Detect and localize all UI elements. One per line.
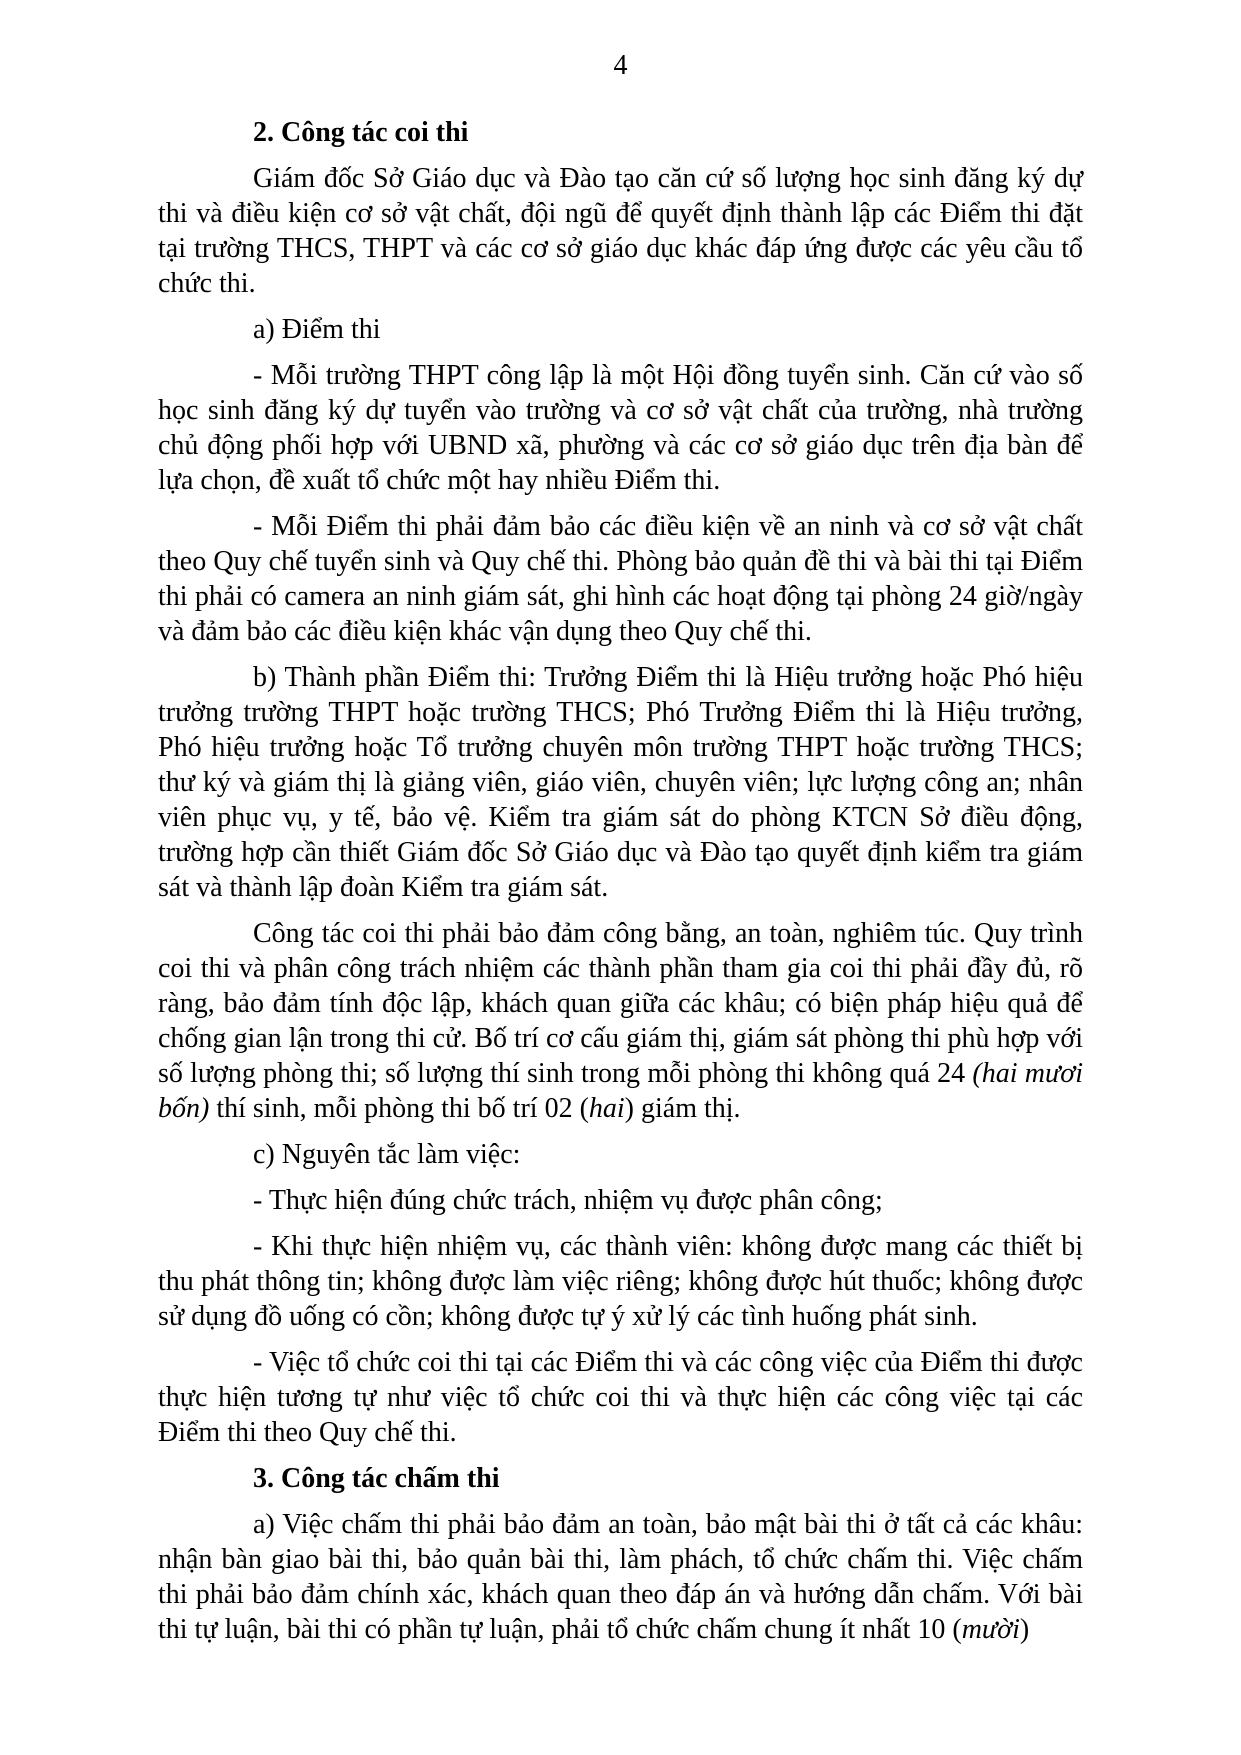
text-run: - Khi thực hiện nhiệm vụ, các thành viên: không được mang các thiết bị thu phát thông tin; không được làm việc riêng; không được hút thuốc; không được sử dụng đồ uống có cồn; không được tự ý xử lý các tình huống phát sinh. xyxy=(158,1231,1083,1332)
paragraph xyxy=(158,1345,1083,1450)
text-run: b) Thành phần Điểm thi: Trưởng Điểm thi là Hiệu trưởng hoặc Phó hiệu trưởng trường THPT hoặc trường THCS; Phó Trưởng Điểm thi là Hiệu trưởng, Phó hiệu trưởng hoặc Tổ trưởng chuyên môn trường THPT hoặc trường THCS; thư ký và giám thị là giảng viên, giáo viên, chuyên viên; lực lượng công an; nhân viên phục vụ, y tế, bảo vệ. Kiểm tra giám sát do phòng KTCN Sở điều động, trường hợp cần thiết Giám đốc Sở Giáo dục và Đào tạo quyết định kiểm tra giám sát và thành lập đoàn Kiểm tra giám sát. xyxy=(158,662,1083,903)
paragraph xyxy=(158,161,1083,301)
section-heading-coi-thi xyxy=(158,115,1083,150)
text-run: - Mỗi trường THPT công lập là một Hội đồng tuyển sinh. Căn cứ vào số học sinh đăng ký dự tuyển vào trường và cơ sở vật chất của trường, nhà trường chủ động phối hợp với UBND xã, phường và các cơ sở giáo dục trên địa bàn để lựa chọn, đề xuất tổ chức một hay nhiều Điểm thi. xyxy=(158,360,1083,496)
text-run: 3. Công tác chấm thi xyxy=(253,1463,500,1494)
text-run: a) Điểm thi xyxy=(253,314,381,345)
text-run: Giám đốc Sở Giáo dục và Đào tạo căn cứ số lượng học sinh đăng ký dự thi và điều kiện cơ sở vật chất, đội ngũ để quyết định thành lập các Điểm thi đặt tại trường THCS, THPT và các cơ sở giáo dục khác đáp ứng được các yêu cầu tổ chức thi. xyxy=(158,163,1083,299)
paragraph xyxy=(158,1183,1083,1218)
section-heading-cham-thi xyxy=(158,1461,1083,1496)
paragraph xyxy=(158,1507,1083,1647)
paragraph-item-a xyxy=(158,312,1083,347)
text-run: - Việc tổ chức coi thi tại các Điểm thi và các công việc của Điểm thi được thực hiện tương tự như việc tổ chức coi thi và thực hiện các công việc tại các Điểm thi theo Quy chế thi. xyxy=(158,1347,1083,1448)
text-run: thí sinh, mỗi phòng thi bố trí 02 ( xyxy=(209,1093,589,1124)
paragraph-item-b xyxy=(158,660,1083,905)
paragraph xyxy=(158,358,1083,498)
page-number: 4 xyxy=(613,50,628,81)
italic-run: hai xyxy=(588,1093,625,1124)
document-body xyxy=(158,115,1083,1647)
paragraph xyxy=(158,916,1083,1126)
text-run: - Thực hiện đúng chức trách, nhiệm vụ được phân công; xyxy=(253,1185,883,1216)
text-run: a) Việc chấm thi phải bảo đảm an toàn, bảo mật bài thi ở tất cả các khâu: nhận bàn giao bài thi, bảo quản bài thi, làm phách, tổ chức chấm thi. Việc chấm thi phải bảo đảm chính xác, khách quan theo đáp án và hướng dẫn chấm. Với bài thi tự luận, bài thi có phần tự luận, phải tổ chức chấm chung ít nhất 10 ( xyxy=(158,1509,1083,1645)
paragraph xyxy=(158,509,1083,649)
paragraph-item-c xyxy=(158,1137,1083,1172)
text-run: Công tác coi thi phải bảo đảm công bằng, an toàn, nghiêm túc. Quy trình coi thi và phân công trách nhiệm các thành phần tham gia coi thi phải đầy đủ, rõ ràng, bảo đảm tính độc lập, khách quan giữa các khâu; có biện pháp hiệu quả để chống gian lận trong thi cử. Bố trí cơ cấu giám thị, giám sát phòng thi phù hợp với số lượng phòng thi; số lượng thí sinh trong mỗi phòng thi không quá 24 xyxy=(158,918,1083,1089)
text-run: ) xyxy=(1019,1614,1030,1645)
text-run: c) Nguyên tắc làm việc: xyxy=(253,1139,521,1170)
italic-run: (hai mươi bốn) xyxy=(158,1058,1083,1124)
text-run: 2. Công tác coi thi xyxy=(253,117,469,148)
paragraph xyxy=(158,1229,1083,1334)
text-run: ) giám thị. xyxy=(624,1093,741,1124)
italic-run: mười xyxy=(961,1614,1020,1645)
text-run: - Mỗi Điểm thi phải đảm bảo các điều kiện về an ninh và cơ sở vật chất theo Quy chế tuyển sinh và Quy chế thi. Phòng bảo quản đề thi và bài thi tại Điểm thi phải có camera an ninh giám sát, ghi hình các hoạt động tại phòng 24 giờ/ngày và đảm bảo các điều kiện khác vận dụng theo Quy chế thi. xyxy=(158,511,1083,647)
